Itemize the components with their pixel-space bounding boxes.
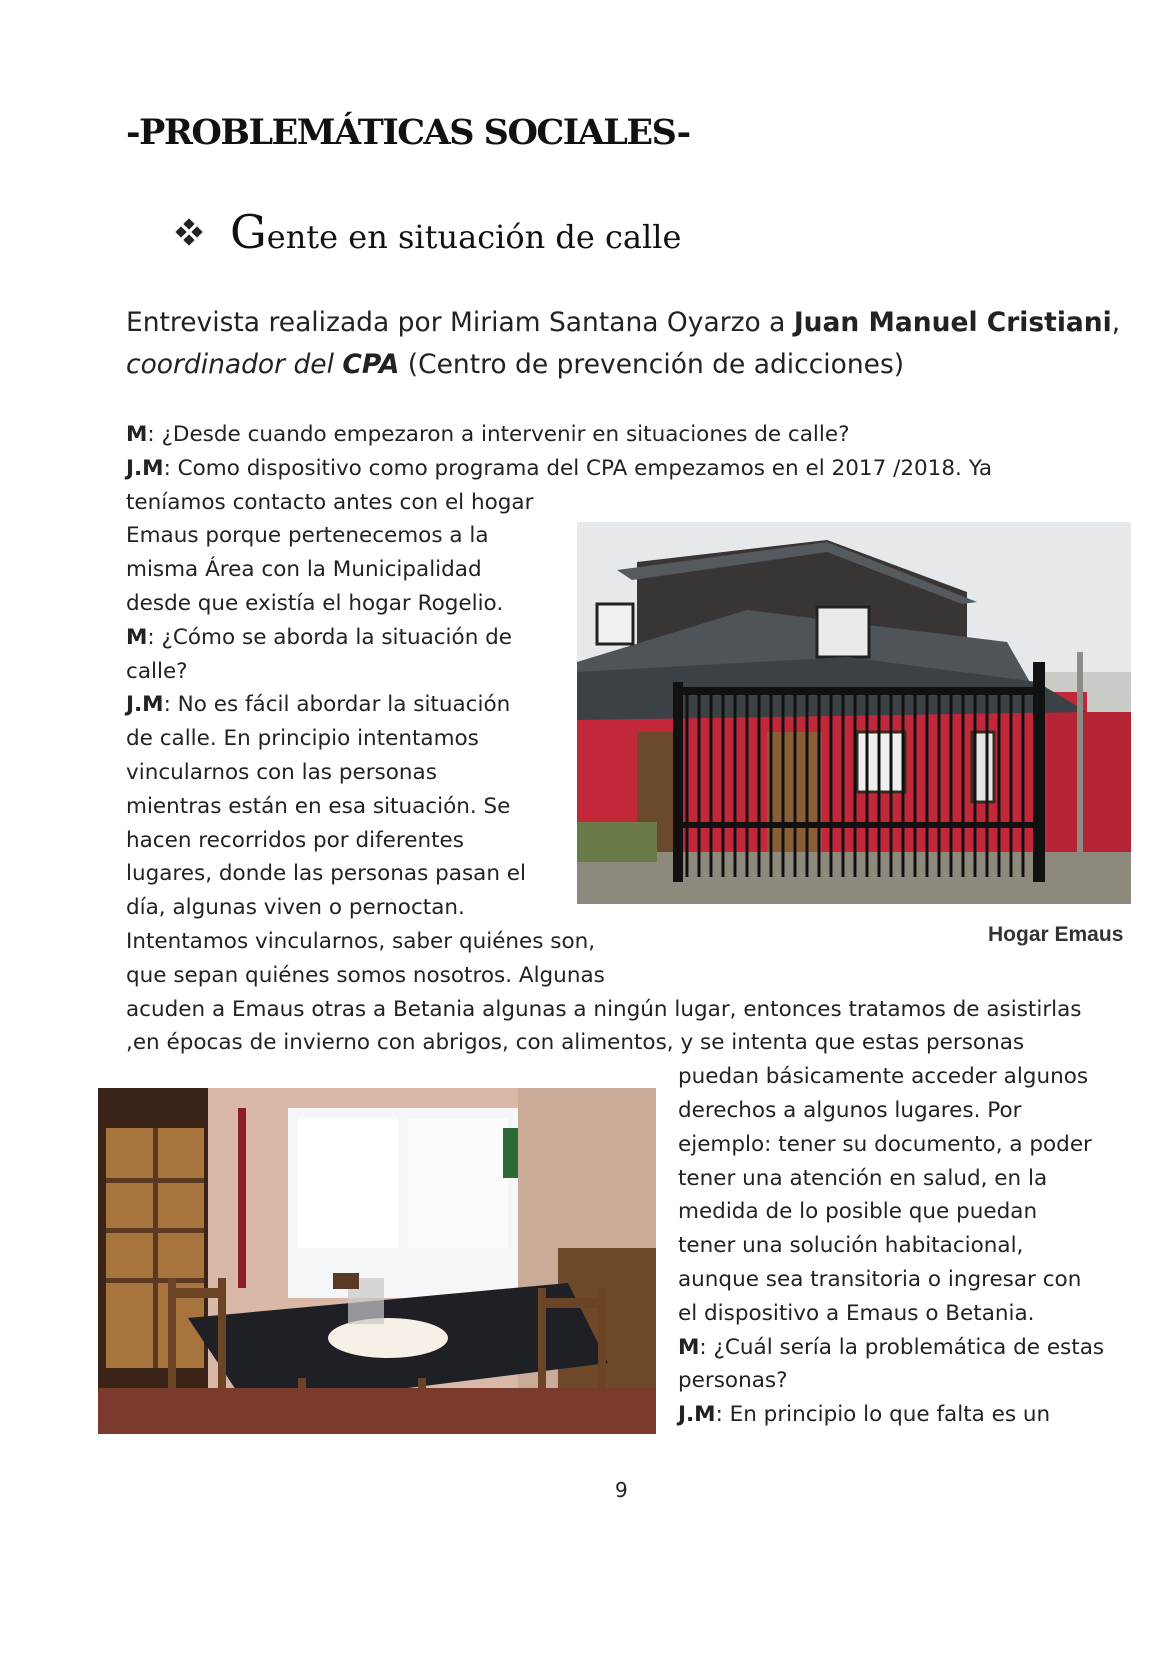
line-text: : Como dispositivo como programa del CPA empezamos en el 2017 /2018. Ya <box>163 456 993 481</box>
interview-line <box>126 688 510 722</box>
interview-line <box>126 621 512 655</box>
speaker-label: M <box>126 422 148 447</box>
interview-line <box>126 959 605 993</box>
line-text: Intentamos vincularnos, saber quiénes son, <box>126 929 596 954</box>
subtitle-text: ente en situación de calle <box>266 218 682 256</box>
interview-line <box>126 925 595 959</box>
interview-line <box>126 756 437 790</box>
line-text: teníamos contacto antes con el hogar <box>126 490 534 515</box>
line-text: desde que existía el hogar Rogelio. <box>126 591 504 616</box>
line-text: calle? <box>126 659 188 684</box>
line-text: medida de lo posible que puedan <box>678 1199 1038 1224</box>
line-text: : ¿Desde cuando empezaron a intervenir en situaciones de calle? <box>147 422 850 447</box>
interview-line <box>678 1364 787 1398</box>
line-text: tener una solución habitacional, <box>678 1233 1024 1258</box>
interview-line <box>678 1060 1088 1094</box>
line-text: lugares, donde las personas pasan el <box>126 861 526 886</box>
speaker-label: J.M <box>126 692 164 717</box>
line-text: : ¿Cómo se aborda la situación de <box>147 625 513 650</box>
interview-line <box>126 655 188 689</box>
intro-comma: , <box>1111 307 1121 338</box>
speaker-label: J.M <box>678 1402 716 1427</box>
interview-line <box>678 1094 1021 1128</box>
line-text: vincularnos con las personas <box>126 760 437 785</box>
photo-caption: Hogar Emaus <box>988 923 1124 946</box>
line-text: que sepan quiénes somos nosotros. Algunas <box>126 963 605 988</box>
subtitle-row <box>176 205 681 259</box>
line-text: aunque sea transitoria o ingresar con <box>678 1267 1082 1292</box>
interview-intro <box>126 302 1126 386</box>
cpa-abbrev: CPA <box>342 349 400 380</box>
interview-line <box>678 1297 1035 1331</box>
line-text: puedan básicamente acceder algunos <box>678 1064 1089 1089</box>
interview-line <box>678 1398 1050 1432</box>
interview-line <box>126 486 533 520</box>
page-number: 9 <box>615 1478 628 1502</box>
interview-line <box>126 418 850 452</box>
interview-line <box>126 519 489 553</box>
intro-after: (Centro de prevención de adicciones) <box>399 349 905 380</box>
line-text: ejemplo: tener su documento, a poder <box>678 1132 1092 1157</box>
speaker-label: M <box>678 1335 700 1360</box>
interview-line <box>126 452 992 486</box>
line-text: ,en épocas de invierno con abrigos, con alimentos, y se intenta que estas personas <box>126 1030 1025 1055</box>
dining-room-photo <box>98 1088 656 1434</box>
interview-line <box>126 722 479 756</box>
line-text: misma Área con la Municipalidad <box>126 557 482 582</box>
intro-before: Entrevista realizada por Miriam Santana Oyarzo a <box>126 307 794 338</box>
line-text: día, algunas viven o pernoctan. <box>126 895 465 920</box>
interview-line <box>126 891 465 925</box>
interview-line <box>126 587 503 621</box>
line-text: : ¿Cuál sería la problemática de estas <box>699 1335 1105 1360</box>
section-title: -PROBLEMÁTICAS SOCIALES- <box>126 112 690 153</box>
line-text: mientras están en esa situación. Se <box>126 794 511 819</box>
subtitle <box>230 205 681 259</box>
line-text: : No es fácil abordar la situación <box>163 692 511 717</box>
line-text: de calle. En principio intentamos <box>126 726 479 751</box>
interview-line <box>126 824 464 858</box>
speaker-label: M <box>126 625 148 650</box>
interview-line <box>126 857 526 891</box>
interview-line <box>678 1331 1104 1365</box>
interview-line <box>126 553 482 587</box>
interview-line <box>678 1229 1023 1263</box>
interview-line <box>678 1263 1081 1297</box>
line-text: personas? <box>678 1368 788 1393</box>
line-text: hacen recorridos por diferentes <box>126 828 464 853</box>
interview-line <box>126 790 510 824</box>
line-text: : En principio lo que falta es un <box>715 1402 1051 1427</box>
speaker-label: J.M <box>126 456 164 481</box>
interviewee-name: Juan Manuel Cristiani <box>793 307 1112 338</box>
interview-line <box>126 1026 1024 1060</box>
line-text: acuden a Emaus otras a Betania algunas a ningún lugar, entonces tratamos de asistirlas <box>126 997 1082 1022</box>
interviewee-role: coordinador del <box>126 349 343 380</box>
line-text: tener una atención en salud, en la <box>678 1166 1048 1191</box>
line-text: derechos a algunos lugares. Por <box>678 1098 1022 1123</box>
interview-line <box>678 1128 1092 1162</box>
hogar-emaus-photo <box>577 522 1131 904</box>
interview-line <box>678 1162 1047 1196</box>
interview-line <box>678 1195 1037 1229</box>
line-text: Emaus porque pertenecemos a la <box>126 523 489 548</box>
interview-line <box>126 993 1082 1027</box>
line-text: el dispositivo a Emaus o Betania. <box>678 1301 1035 1326</box>
subtitle-initial: G <box>230 205 267 259</box>
diamond-bullet-icon <box>176 219 202 245</box>
